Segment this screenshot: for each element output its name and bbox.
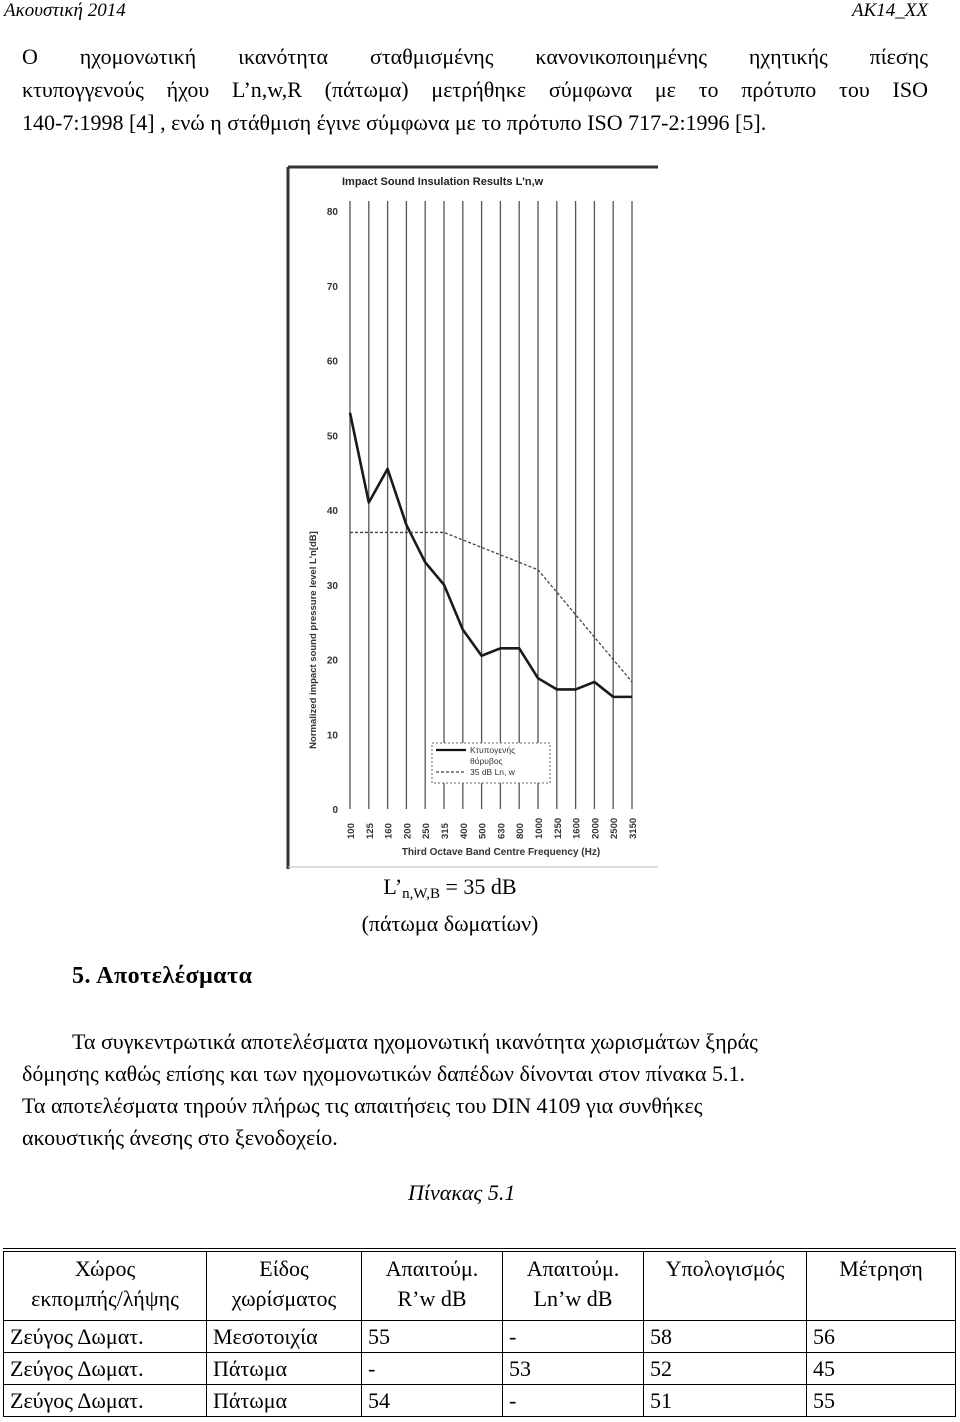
chart-y-tick-label: 50 (326, 431, 338, 443)
table-cell: 54 (362, 1385, 503, 1417)
chart-x-tick-label: 315 (440, 823, 451, 839)
results-line: Τα συγκεντρωτικά αποτελέσματα ηχομονωτική ικανότητα χωρισμάτων ξηράς (72, 1029, 758, 1054)
chart-x-tick-label: 500 (477, 823, 489, 839)
chart-y-tick-label: 80 (326, 207, 338, 218)
intro-line: 140-7:1998 [4] , ενώ η στάθμιση έγινε σύμφωνα με το πρότυπο ISO 717-2:1996 [5]. (22, 110, 767, 135)
chart-x-tick-label: 160 (383, 823, 395, 839)
chart-y-tick-label: 40 (326, 506, 338, 517)
results-line: ακουστικής άνεσης στο ξενοδοχείο. (22, 1125, 338, 1150)
chart-title: Impact Sound Insulation Results L'n,w (342, 176, 544, 188)
series-line-reference (350, 532, 632, 682)
chart-x-tick-label: 1250 (552, 817, 564, 839)
chart-y-tick-label: 30 (326, 580, 338, 592)
table-cell: 53 (503, 1353, 644, 1385)
header-cell: Απαιτούμ. Ln’w dB (503, 1250, 644, 1321)
chart-caption (300, 872, 600, 939)
header-cell: Υπολογισμός (644, 1250, 807, 1321)
results-table (3, 1248, 956, 1417)
caption-line-1: $L’_{n,W,B} = 35$ dB (383, 874, 517, 902)
intro-line: κτυπογγενούς ήχου L’n,w,R (πάτωμα) μετρήθηκε σύμφωνα με το πρότυπο του ISO (22, 77, 928, 102)
table-title: Πίνακας 5.1 (408, 1180, 516, 1205)
chart-x-tick-label: 1600 (571, 817, 583, 839)
chart-y-tick-label: 0 (332, 805, 338, 816)
section-title: 5. Αποτελέσματα (72, 963, 253, 989)
table-cell: Πάτωμα (207, 1353, 362, 1385)
chart-x-tick-label: 400 (458, 823, 470, 839)
table-cell: 45 (807, 1353, 956, 1385)
table-cell: 51 (644, 1385, 807, 1417)
table-cell: 52 (644, 1353, 807, 1385)
header-cell: Μέτρηση (807, 1250, 956, 1321)
chart-x-tick-label: 250 (421, 823, 433, 839)
chart-x-tick-label: 100 (346, 823, 357, 839)
chart-x-tick-label: 3150 (628, 817, 639, 839)
chart-y-tick-label: 20 (326, 655, 338, 667)
header-cell: Απαιτούμ. R’w dB (362, 1250, 503, 1321)
table-cell: - (503, 1321, 644, 1353)
header-cell: Είδος χωρίσματος (207, 1250, 362, 1321)
table-cell: Πάτωμα (207, 1385, 362, 1417)
running-header-left: Ακουστική 2014 (4, 0, 126, 21)
caption-line-2: (πάτωμα δωματίων) (361, 911, 539, 936)
series-line-measured (350, 413, 632, 697)
intro-line: Ο ηχομονωτική ικανότητα σταθμισμένης κανονικοποιημένης ηχητικής πίεσης (22, 44, 928, 69)
results-paragraph (22, 1026, 912, 1154)
table-cell: Μεσοτοιχία (207, 1321, 362, 1353)
table-row (4, 1321, 956, 1353)
table-cell: - (362, 1353, 503, 1385)
table-cell: 55 (362, 1321, 503, 1353)
table-row (4, 1385, 956, 1417)
chart-y-tick-label: 10 (326, 730, 338, 742)
intro-paragraph (22, 40, 928, 139)
table-cell: Ζεύγος Δωματ. (4, 1321, 207, 1353)
results-line: Τα αποτελέσματα τηρούν πλήρως τις απαιτήσεις του DIN 4109 για συνθήκες (22, 1093, 703, 1118)
impact-sound-chart (286, 165, 658, 869)
table-cell: 56 (807, 1321, 956, 1353)
chart-x-axis-label: Third Octave Band Centre Frequency (Hz) (401, 847, 601, 858)
legend-label: θόρυβος (470, 756, 503, 766)
table-cell: 55 (807, 1385, 956, 1417)
chart-y-tick-label: 70 (326, 281, 338, 293)
chart-x-tick-label: 2000 (590, 817, 602, 839)
chart-x-tick-label: 2500 (609, 817, 621, 839)
chart-y-axis-label: Normalized impact sound pressure level L'n[dB] (308, 531, 319, 749)
legend-label: 35 dB Ln, w (470, 767, 515, 777)
legend-label: Κτυπογενής (470, 745, 516, 755)
table-cell: 58 (644, 1321, 807, 1353)
chart-x-tick-label: 125 (364, 823, 376, 839)
chart-svg (286, 165, 658, 869)
chart-x-tick-label: 630 (496, 823, 508, 839)
table-cell: Ζεύγος Δωματ. (4, 1353, 207, 1385)
table-header-row (4, 1250, 956, 1321)
table-cell: - (503, 1385, 644, 1417)
table-cell: Ζεύγος Δωματ. (4, 1385, 207, 1417)
header-cell: Χώρος εκπομπής/λήψης (4, 1250, 207, 1321)
chart-y-tick-label: 60 (326, 356, 338, 368)
results-line: δόμησης καθώς επίσης και των ηχομονωτικών δαπέδων δίνονται στον πίνακα 5.1. (22, 1061, 745, 1086)
chart-x-tick-label: 1000 (534, 817, 545, 839)
chart-x-tick-label: 800 (515, 823, 527, 839)
chart-x-tick-label: 200 (402, 823, 414, 839)
running-header-right: AK14_XX (852, 0, 928, 21)
table-row (4, 1353, 956, 1385)
